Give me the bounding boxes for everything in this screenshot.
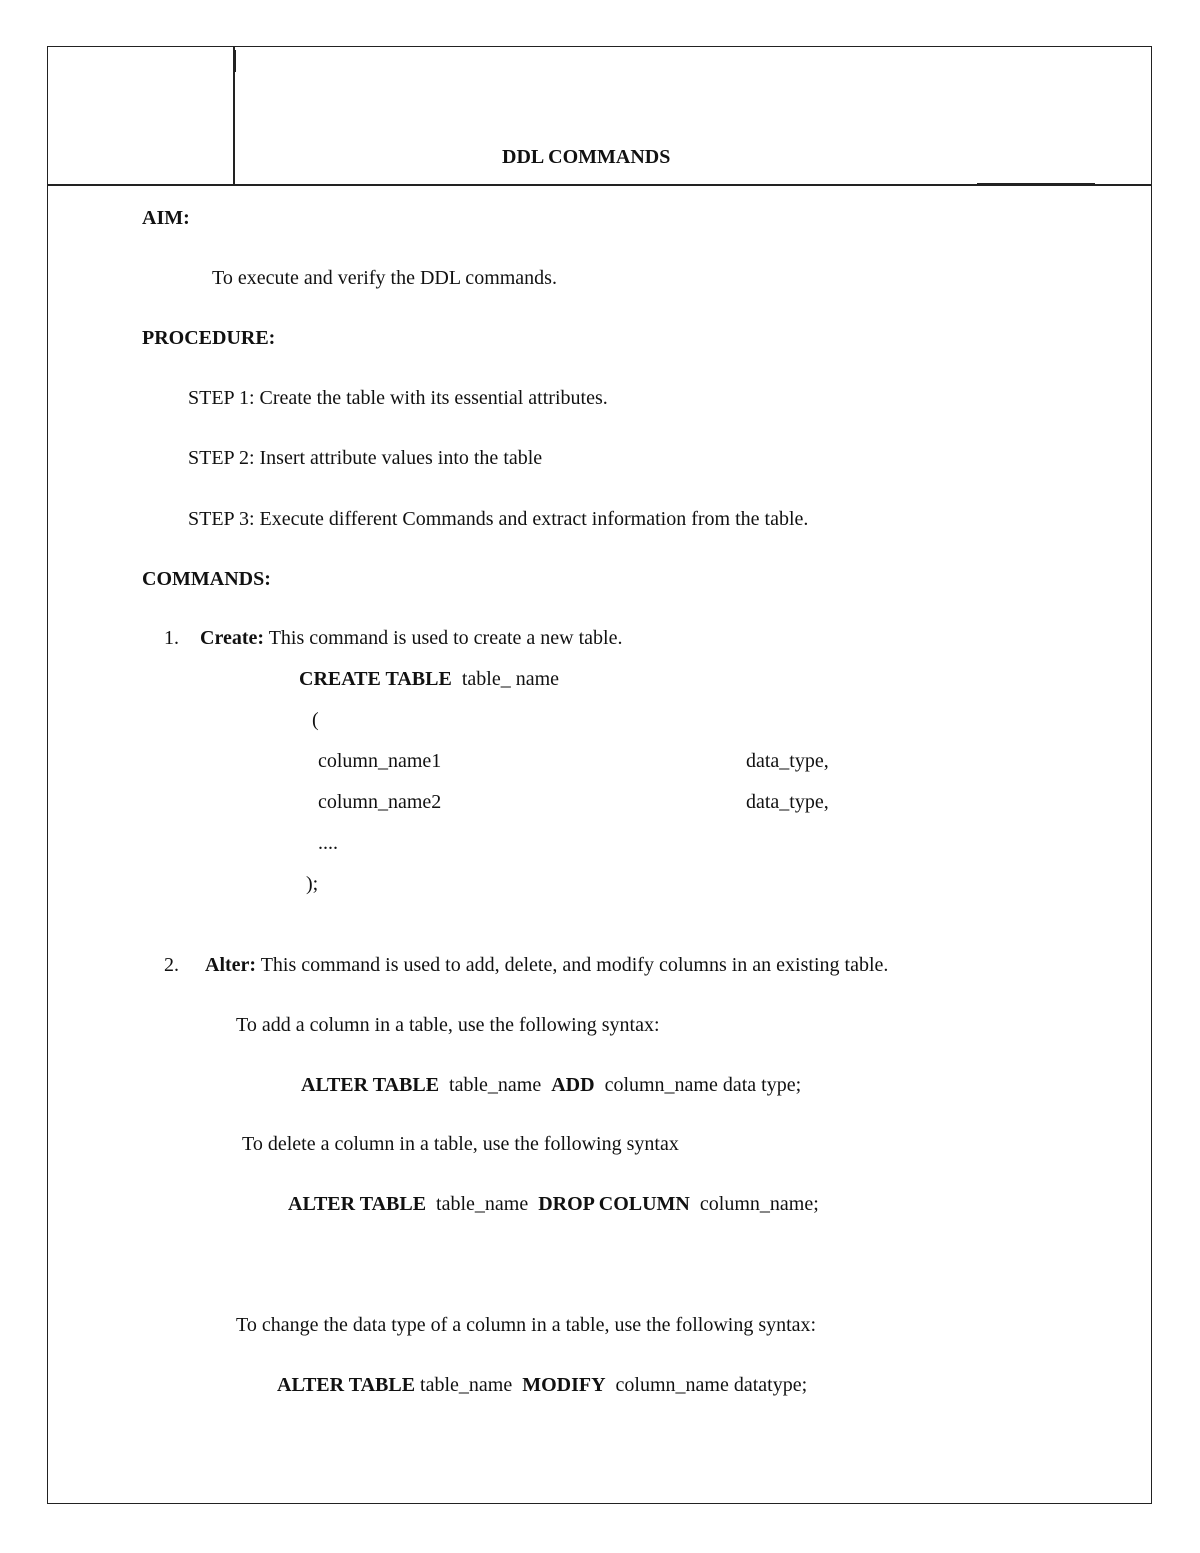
- alter-modify-syntax: [277, 1373, 807, 1397]
- create-label: Create:: [200, 627, 265, 649]
- alter-desc: This command is used to add, delete, and modify columns in an existing table.: [260, 954, 889, 976]
- create-open-paren: (: [312, 709, 319, 731]
- create-table-name: table_ name: [461, 668, 560, 690]
- create-syntax-line: [299, 667, 559, 691]
- alter-label: Alter:: [205, 954, 257, 976]
- alter-drop-kw2: DROP COLUMN: [538, 1193, 690, 1215]
- alter-modify-intro: To change the data type of a column in a table, use the following syntax:: [236, 1314, 817, 1336]
- alter-item: [205, 953, 888, 977]
- alter-add-syntax: [301, 1073, 801, 1097]
- page-title: DDL COMMANDS: [502, 146, 671, 168]
- create-desc: This command is used to create a new table.: [268, 627, 623, 649]
- alter-drop-rest: column_name;: [699, 1193, 819, 1215]
- commands-heading: COMMANDS:: [142, 568, 271, 590]
- alter-drop-intro: To delete a column in a table, use the following syntax: [242, 1133, 679, 1155]
- create-column-1: column_name1: [318, 750, 442, 772]
- create-table-keyword: CREATE TABLE: [299, 668, 452, 690]
- create-ellipsis: ....: [318, 832, 338, 854]
- alter-drop-kw1: ALTER TABLE: [288, 1193, 427, 1215]
- alter-modify-table: table_name: [420, 1374, 513, 1396]
- alter-modify-kw1: ALTER TABLE: [277, 1374, 416, 1396]
- alter-add-table: table_name: [449, 1074, 542, 1096]
- procedure-step-1: STEP 1: Create the table with its essential attributes.: [188, 387, 608, 409]
- procedure-step-3: STEP 3: Execute different Commands and extract information from the table.: [188, 508, 809, 530]
- alter-drop-table: table_name: [436, 1193, 529, 1215]
- alter-modify-rest: column_name datatype;: [615, 1374, 808, 1396]
- aim-text: To execute and verify the DDL commands.: [212, 267, 557, 289]
- alter-add-rest: column_name data type;: [604, 1074, 802, 1096]
- alter-modify-kw2: MODIFY: [522, 1374, 606, 1396]
- create-item: [200, 626, 622, 650]
- alter-add-kw1: ALTER TABLE: [301, 1074, 440, 1096]
- create-column-1-type: data_type,: [746, 750, 829, 772]
- create-column-2: column_name2: [318, 791, 442, 813]
- create-close-paren: );: [306, 873, 319, 895]
- procedure-step-2: STEP 2: Insert attribute values into the table: [188, 447, 543, 469]
- header-divider-tick: [233, 50, 236, 72]
- alter-add-intro: To add a column in a table, use the following syntax:: [236, 1014, 660, 1036]
- page-border: [47, 46, 1152, 1504]
- header-rule-accent: [977, 183, 1095, 186]
- alter-number: 2.: [164, 954, 179, 976]
- create-number: 1.: [164, 627, 179, 649]
- aim-heading: AIM:: [142, 207, 190, 229]
- procedure-heading: PROCEDURE:: [142, 327, 276, 349]
- alter-add-kw2: ADD: [551, 1074, 595, 1096]
- alter-drop-syntax: [288, 1192, 819, 1216]
- create-column-2-type: data_type,: [746, 791, 829, 813]
